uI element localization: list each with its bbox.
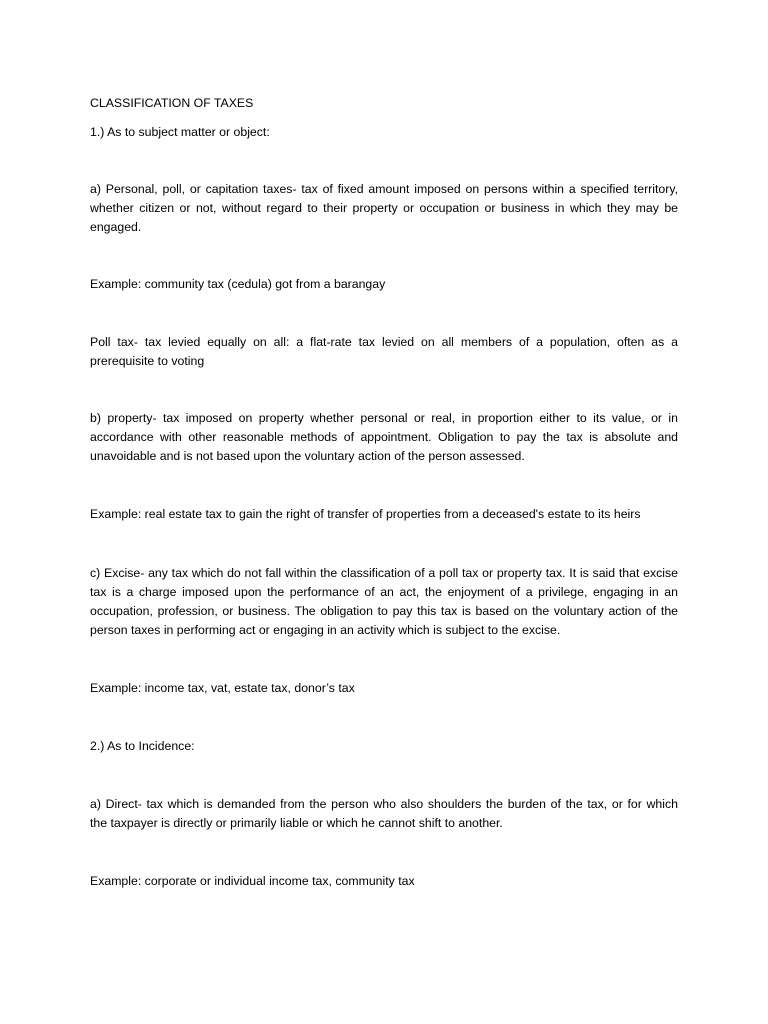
excise-tax-line-4: person taxes in performing act or engaging in an activity which is subject to the excise.	[90, 623, 561, 637]
section-1-heading: 1.) As to subject matter or object:	[90, 125, 270, 139]
property-tax-line-2: accordance with other reasonable methods of appointment. Obligation to pay the tax is absolute and	[90, 430, 678, 444]
excise-tax-line-3: occupation, profession, or business. The obligation to pay this tax is based on the voluntary action of the	[90, 604, 678, 618]
property-tax-example: Example: real estate tax to gain the right of transfer of properties from a deceased's estate to its heirs	[90, 507, 641, 521]
document-title: CLASSIFICATION OF TAXES	[90, 96, 254, 110]
property-tax-line-1: b) property- tax imposed on property whether personal or real, in proportion either to its value, or in	[90, 411, 678, 425]
poll-tax-line-2: prerequisite to voting	[90, 354, 205, 368]
property-tax-line-3: unavoidable and is not based upon the voluntary action of the person assessed.	[90, 449, 525, 463]
excise-tax-line-1: c) Excise- any tax which do not fall within the classification of a poll tax or property tax. It is said that excise	[90, 566, 678, 580]
excise-tax-line-2: tax is a charge imposed upon the performance of an act, the enjoyment of a privilege, engaging in an	[90, 585, 678, 599]
direct-tax-example: Example: corporate or individual income tax, community tax	[90, 874, 415, 888]
direct-tax-line-1: a) Direct- tax which is demanded from the person who also shoulders the burden of the tax, or for which	[90, 797, 678, 811]
excise-tax-example: Example: income tax, vat, estate tax, donor’s tax	[90, 681, 355, 695]
personal-tax-example: Example: community tax (cedula) got from a barangay	[90, 277, 386, 291]
direct-tax-line-2: the taxpayer is directly or primarily liable or which he cannot shift to another.	[90, 816, 503, 830]
personal-tax-line-2: whether citizen or not, without regard to their property or occupation or business in which they may be	[90, 201, 678, 215]
personal-tax-line-3: engaged.	[90, 220, 142, 234]
personal-tax-line-1: a) Personal, poll, or capitation taxes- tax of fixed amount imposed on persons within a specified territory,	[90, 182, 678, 196]
section-2-heading: 2.) As to Incidence:	[90, 739, 195, 753]
poll-tax-line-1: Poll tax- tax levied equally on all: a flat-rate tax levied on all members of a population, often as a	[90, 335, 678, 349]
